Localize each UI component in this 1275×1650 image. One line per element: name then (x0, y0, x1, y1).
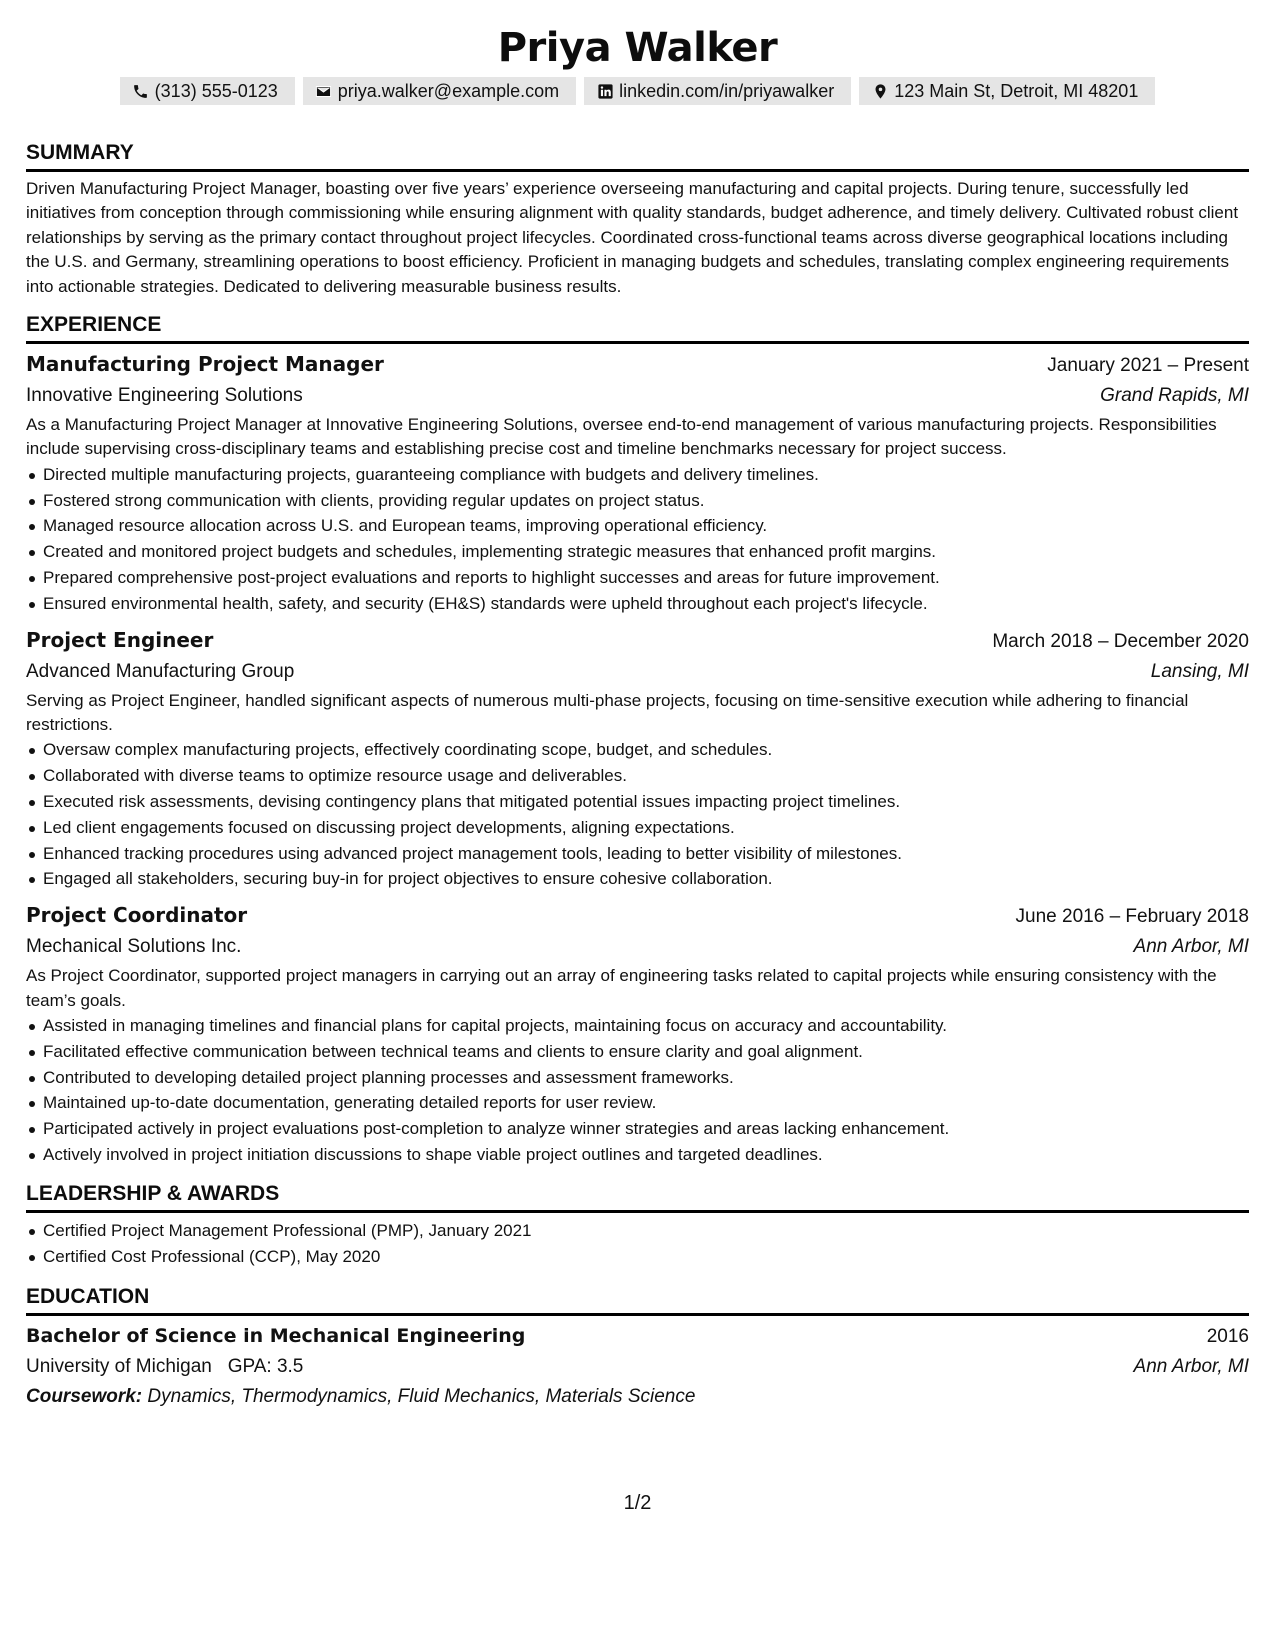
envelope-icon (315, 82, 333, 100)
job-bullets (26, 737, 1249, 892)
list-item: Led client engagements focused on discussing project developments, aligning expectations. (26, 815, 1249, 841)
coursework-text: Dynamics, Thermodynamics, Fluid Mechanics, Materials Science (147, 1386, 696, 1408)
resume-page (26, 20, 1249, 1412)
job-entry (26, 349, 1249, 617)
list-item: Prepared comprehensive post-project evaluations and reports to highlight successes and areas for future improvement. (26, 565, 1249, 591)
job-location: Ann Arbor, MI (1133, 936, 1249, 958)
job-bullets (26, 462, 1249, 617)
list-item: Collaborated with diverse teams to optimize resource usage and deliverables. (26, 763, 1249, 789)
job-dates: June 2016 – February 2018 (1015, 906, 1249, 928)
job-company: Mechanical Solutions Inc. (26, 936, 242, 958)
job-entry (26, 625, 1249, 893)
contact-email-text: priya.walker@example.com (337, 80, 560, 101)
linkedin-icon (596, 82, 614, 100)
school-name: University of Michigan (26, 1356, 212, 1378)
degree: Bachelor of Science in Mechanical Engineering (26, 1325, 526, 1348)
contact-linkedin[interactable] (584, 77, 851, 105)
list-item: Ensured environmental health, safety, and security (EH&S) standards were upheld throughout each project's lifecycle. (26, 591, 1249, 617)
school-line (26, 1352, 303, 1382)
list-item: Certified Project Management Professional (PMP), January 2021 (26, 1218, 1249, 1244)
list-item: Oversaw complex manufacturing projects, effectively coordinating scope, budget, and schedules. (26, 737, 1249, 763)
job-dates: January 2021 – Present (1047, 355, 1249, 377)
job-location: Lansing, MI (1150, 660, 1249, 682)
list-item: Contributed to developing detailed project planning processes and assessment frameworks. (26, 1065, 1249, 1091)
education-section (26, 1284, 1249, 1412)
candidate-name: Priya Walker (497, 25, 778, 71)
list-item: Certified Cost Professional (CCP), May 2020 (26, 1244, 1249, 1270)
list-item: Managed resource allocation across U.S. and European teams, improving operational efficiency. (26, 513, 1249, 539)
contact-address-text: 123 Main St, Detroit, MI 48201 (894, 80, 1139, 101)
section-title-leadership: LEADERSHIP & AWARDS (26, 1181, 1249, 1213)
gpa: GPA: 3.5 (227, 1356, 304, 1378)
contact-email[interactable] (303, 77, 576, 105)
job-title: Manufacturing Project Manager (26, 352, 384, 377)
list-item: Facilitated effective communication between technical teams and clients to ensure clarity and goal alignment. (26, 1039, 1249, 1065)
list-item: Assisted in managing timelines and financial plans for capital projects, maintaining focus on accuracy and accountability. (26, 1013, 1249, 1039)
coursework-label: Coursework: (26, 1386, 143, 1408)
phone-icon (132, 82, 150, 100)
section-title-summary: SUMMARY (26, 140, 1249, 172)
list-item: Enhanced tracking procedures using advanced project management tools, leading to better visibility of milestones. (26, 841, 1249, 867)
section-title-education: EDUCATION (26, 1284, 1249, 1316)
summary-text: Driven Manufacturing Project Manager, boasting over five years’ experience overseeing manufacturing and capital projects. During tenure, successfully led initiatives from conception through commissioning while ensuring alignment with quality standards, budget adherence, and timely delivery. Cultivated robust client relationships by serving as the primary contact throughout project lifecycles. Coordinated cross-functional teams across diverse geographical locations including the U.S. and Germany, streamlining operations to boost efficiency. Proficient in managing budgets and schedules, translating complex engineering requirements into actionable strategies. Dedicated to delivering measurable business results. (26, 179, 1239, 296)
job-title: Project Coordinator (26, 903, 248, 928)
graduation-year: 2016 (1206, 1326, 1249, 1348)
page-number: 1/2 (623, 1492, 652, 1514)
school-location: Ann Arbor, MI (1133, 1356, 1249, 1378)
list-item: Fostered strong communication with clients, providing regular updates on project status. (26, 488, 1249, 514)
contact-phone[interactable] (120, 77, 295, 105)
summary-section (26, 140, 1249, 299)
contact-row (26, 77, 1249, 105)
job-description: Serving as Project Engineer, handled significant aspects of numerous multi-phase projects, focusing on time-sensitive execution while adhering to financial restrictions. (26, 690, 1189, 735)
experience-section (26, 312, 1249, 1168)
list-item: Maintained up-to-date documentation, generating detailed reports for user review. (26, 1090, 1249, 1116)
contact-linkedin-text: linkedin.com/in/priyawalker (619, 80, 835, 101)
contact-phone-text: (313) 555-0123 (154, 80, 278, 101)
job-bullets (26, 1013, 1249, 1168)
job-dates: March 2018 – December 2020 (992, 630, 1249, 652)
list-item: Created and monitored project budgets and schedules, implementing strategic measures that enhanced profit margins. (26, 539, 1249, 565)
job-company: Advanced Manufacturing Group (26, 660, 295, 682)
job-title: Project Engineer (26, 627, 214, 652)
job-company: Innovative Engineering Solutions (26, 385, 303, 407)
job-entry (26, 900, 1249, 1168)
contact-address[interactable] (859, 77, 1155, 105)
list-item: Participated actively in project evaluations post-completion to analyze winner strategies and areas lacking enhancement. (26, 1116, 1249, 1142)
job-location: Grand Rapids, MI (1100, 385, 1249, 407)
map-pin-icon (871, 82, 889, 100)
job-description: As a Manufacturing Project Manager at Innovative Engineering Solutions, oversee end-to-end management of various manufacturing projects. Responsibilities include supervising cross-disciplinary teams and establishing precise cost and timeline benchmarks necessary for project success. (26, 415, 1217, 459)
section-title-experience: EXPERIENCE (26, 312, 1249, 344)
list-item: Directed multiple manufacturing projects, guaranteeing compliance with budgets and delivery timelines. (26, 462, 1249, 488)
coursework-line (26, 1382, 1249, 1412)
job-description: As Project Coordinator, supported project managers in carrying out an array of engineering tasks related to capital projects while ensuring consistency with the team’s goals. (26, 966, 1217, 1010)
leadership-section (26, 1181, 1249, 1270)
list-item: Executed risk assessments, devising contingency plans that mitigated potential issues impacting project timelines. (26, 789, 1249, 815)
list-item: Engaged all stakeholders, securing buy-in for project objectives to ensure cohesive collaboration. (26, 866, 1249, 892)
leadership-list (26, 1218, 1249, 1270)
list-item: Actively involved in project initiation discussions to shape viable project outlines and targeted deadlines. (26, 1142, 1249, 1168)
